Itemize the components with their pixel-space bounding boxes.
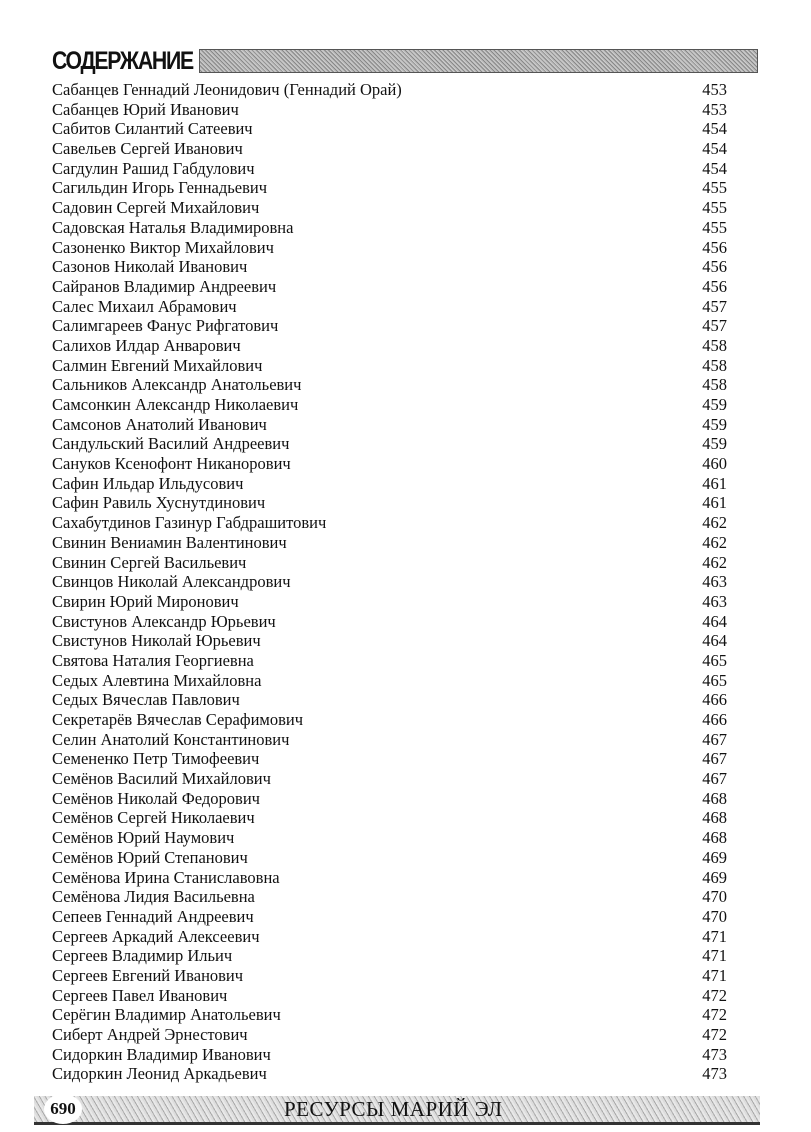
entry-page: 461 [702,473,727,493]
entry-name: Сергеев Евгений Иванович [52,965,244,985]
contents-entry [52,730,727,750]
header-decorative-bar [199,49,758,73]
entry-name: Седых Вячеслав Павлович [52,690,240,710]
entry-page: 464 [702,631,727,651]
entry-name: Серёгин Владимир Анатольевич [52,1005,281,1025]
entry-page: 473 [702,1044,727,1064]
entry-name: Святова Наталия Георгиевна [52,650,254,670]
entry-name: Самсонов Анатолий Иванович [52,414,267,434]
entry-page: 459 [702,434,727,454]
entry-name: Селин Анатолий Константинович [52,729,290,749]
entry-page: 462 [702,552,727,572]
entry-page: 456 [702,237,727,257]
entry-page: 470 [702,887,727,907]
entry-page: 454 [702,119,727,139]
contents-entry [52,946,727,966]
entry-page: 465 [702,650,727,670]
contents-entry [52,1005,727,1025]
entry-page: 468 [702,828,727,848]
entry-name: Садовин Сергей Михайлович [52,198,260,218]
entry-name: Семёнова Ирина Станиславовна [52,867,280,887]
entry-page: 471 [702,926,727,946]
entry-page: 467 [702,749,727,769]
entry-page: 471 [702,946,727,966]
page-footer [34,1096,760,1125]
entry-page: 457 [702,316,727,336]
contents-entry [52,690,727,710]
contents-entry [52,454,727,474]
entry-name: Семёнов Сергей Николаевич [52,808,255,828]
contents-entry [52,710,727,730]
entry-name: Салмин Евгений Михайлович [52,355,263,375]
entry-name: Сазоненко Виктор Михайлович [52,237,274,257]
contents-entry [52,907,727,927]
entry-name: Сальников Александр Анатольевич [52,375,302,395]
entry-page: 456 [702,276,727,296]
contents-entry [52,1064,727,1084]
entry-name: Сахабутдинов Газинур Габдрашитович [52,513,327,533]
contents-entry [52,119,727,139]
entry-name: Салихов Илдар Анварович [52,335,241,355]
entry-page: 459 [702,414,727,434]
entry-page: 454 [702,139,727,159]
entry-name: Сабанцев Геннадий Леонидович (Геннадий Орай) [52,80,402,99]
contents-entry [52,927,727,947]
entry-name: Самсонкин Александр Николаевич [52,395,299,414]
entry-name: Семененко Петр Тимофеевич [52,749,260,769]
entry-page: 466 [702,690,727,710]
entry-name: Сагильдин Игорь Геннадьевич [52,178,268,198]
contents-list [52,80,727,1084]
entry-page: 466 [702,710,727,729]
entry-page: 464 [702,611,727,631]
entry-page: 458 [702,335,727,355]
entry-page: 469 [702,867,727,887]
contents-entry [52,80,727,100]
entry-name: Семёнов Василий Михайлович [52,769,271,789]
entry-name: Семёнова Лидия Васильевна [52,887,255,907]
entry-page: 457 [702,296,727,316]
entry-page: 468 [702,788,727,808]
contents-entry [52,671,727,691]
entry-page: 472 [702,985,727,1005]
contents-entry [52,218,727,238]
contents-entry [52,159,727,179]
entry-name: Свинцов Николай Александрович [52,572,291,592]
contents-entry [52,375,727,395]
contents-entry [52,1025,727,1045]
entry-name: Семёнов Николай Федорович [52,788,260,808]
contents-entry [52,572,727,592]
entry-name: Седых Алевтина Михайловна [52,670,262,690]
entry-name: Сануков Ксенофонт Никанорович [52,454,291,474]
contents-entry [52,336,727,356]
entry-page: 468 [702,808,727,828]
entry-page: 463 [702,572,727,592]
entry-page: 456 [702,257,727,277]
entry-name: Сабитов Силантий Сатеевич [52,119,253,139]
entry-page: 473 [702,1064,727,1084]
entry-name: Сергеев Аркадий Алексеевич [52,926,260,946]
contents-entry [52,592,727,612]
contents-entry [52,493,727,513]
contents-entry [52,513,727,533]
entry-page: 459 [702,395,727,414]
contents-entry [52,651,727,671]
entry-page: 455 [702,178,727,198]
contents-entry [52,238,727,258]
entry-name: Семёнов Юрий Наумович [52,828,235,848]
page-number: 690 [44,1094,82,1124]
entry-page: 471 [702,965,727,985]
entry-page: 455 [702,198,727,218]
contents-entry [52,808,727,828]
contents-entry [52,986,727,1006]
entry-name: Сафин Равиль Хуснутдинович [52,493,266,513]
entry-page: 469 [702,847,727,867]
entry-page: 455 [702,217,727,237]
entry-name: Свирин Юрий Миронович [52,591,239,611]
entry-name: Свинин Сергей Васильевич [52,552,247,572]
entry-name: Семёнов Юрий Степанович [52,847,248,867]
entry-page: 458 [702,355,727,375]
entry-page: 460 [702,454,727,474]
entry-name: Сидоркин Леонид Аркадьевич [52,1064,267,1084]
entry-name: Сафин Ильдар Ильдусович [52,473,244,493]
contents-entry [52,828,727,848]
entry-page: 458 [702,375,727,395]
entry-name: Сидоркин Владимир Иванович [52,1044,271,1064]
entry-page: 453 [702,80,727,99]
entry-name: Сиберт Андрей Эрнестович [52,1025,248,1044]
contents-entry [52,612,727,632]
entry-page: 472 [702,1005,727,1025]
contents-entry [52,139,727,159]
footer-title: РЕСУРСЫ МАРИЙ ЭЛ [284,1097,503,1121]
contents-entry [52,100,727,120]
entry-page: 462 [702,513,727,533]
entry-name: Салимгареев Фанус Рифгатович [52,316,279,336]
contents-entry [52,434,727,454]
contents-entry [52,887,727,907]
contents-entry [52,966,727,986]
contents-entry [52,749,727,769]
entry-name: Салес Михаил Абрамович [52,296,237,316]
entry-page: 461 [702,493,727,513]
entry-page: 462 [702,532,727,552]
contents-entry [52,631,727,651]
contents-entry [52,178,727,198]
contents-entry [52,415,727,435]
contents-entry [52,277,727,297]
entry-name: Сергеев Павел Иванович [52,985,228,1005]
entry-name: Сайранов Владимир Андреевич [52,276,277,296]
entry-page: 453 [702,99,727,119]
entry-name: Свистунов Александр Юрьевич [52,611,276,631]
contents-entry [52,297,727,317]
entry-name: Свистунов Николай Юрьевич [52,631,261,651]
entry-page: 463 [702,591,727,611]
contents-entry [52,474,727,494]
entry-name: Сандульский Василий Андреевич [52,434,290,454]
contents-entry [52,769,727,789]
entry-name: Сабанцев Юрий Иванович [52,99,239,119]
contents-entry [52,553,727,573]
contents-entry [52,257,727,277]
contents-entry [52,395,727,415]
contents-entry [52,789,727,809]
entry-page: 467 [702,769,727,789]
entry-page: 470 [702,906,727,926]
contents-entry [52,1045,727,1065]
entry-name: Сагдулин Рашид Габдулович [52,158,255,178]
page-title: СОДЕРЖАНИЕ [52,46,193,75]
entry-name: Савельев Сергей Иванович [52,139,243,159]
entry-name: Сазонов Николай Иванович [52,257,248,277]
contents-entry [52,198,727,218]
entry-page: 465 [702,670,727,690]
entry-name: Свинин Вениамин Валентинович [52,532,287,552]
contents-entry [52,533,727,553]
contents-entry [52,868,727,888]
entry-page: 454 [702,158,727,178]
contents-entry [52,356,727,376]
entry-page: 472 [702,1025,727,1044]
entry-name: Сергеев Владимир Ильич [52,946,233,966]
entry-name: Секретарёв Вячеслав Серафимович [52,710,304,729]
entry-page: 467 [702,729,727,749]
entry-name: Садовская Наталья Владимировна [52,217,294,237]
entry-name: Сепеев Геннадий Андреевич [52,906,254,926]
section-header [52,46,758,76]
contents-entry [52,316,727,336]
contents-entry [52,848,727,868]
